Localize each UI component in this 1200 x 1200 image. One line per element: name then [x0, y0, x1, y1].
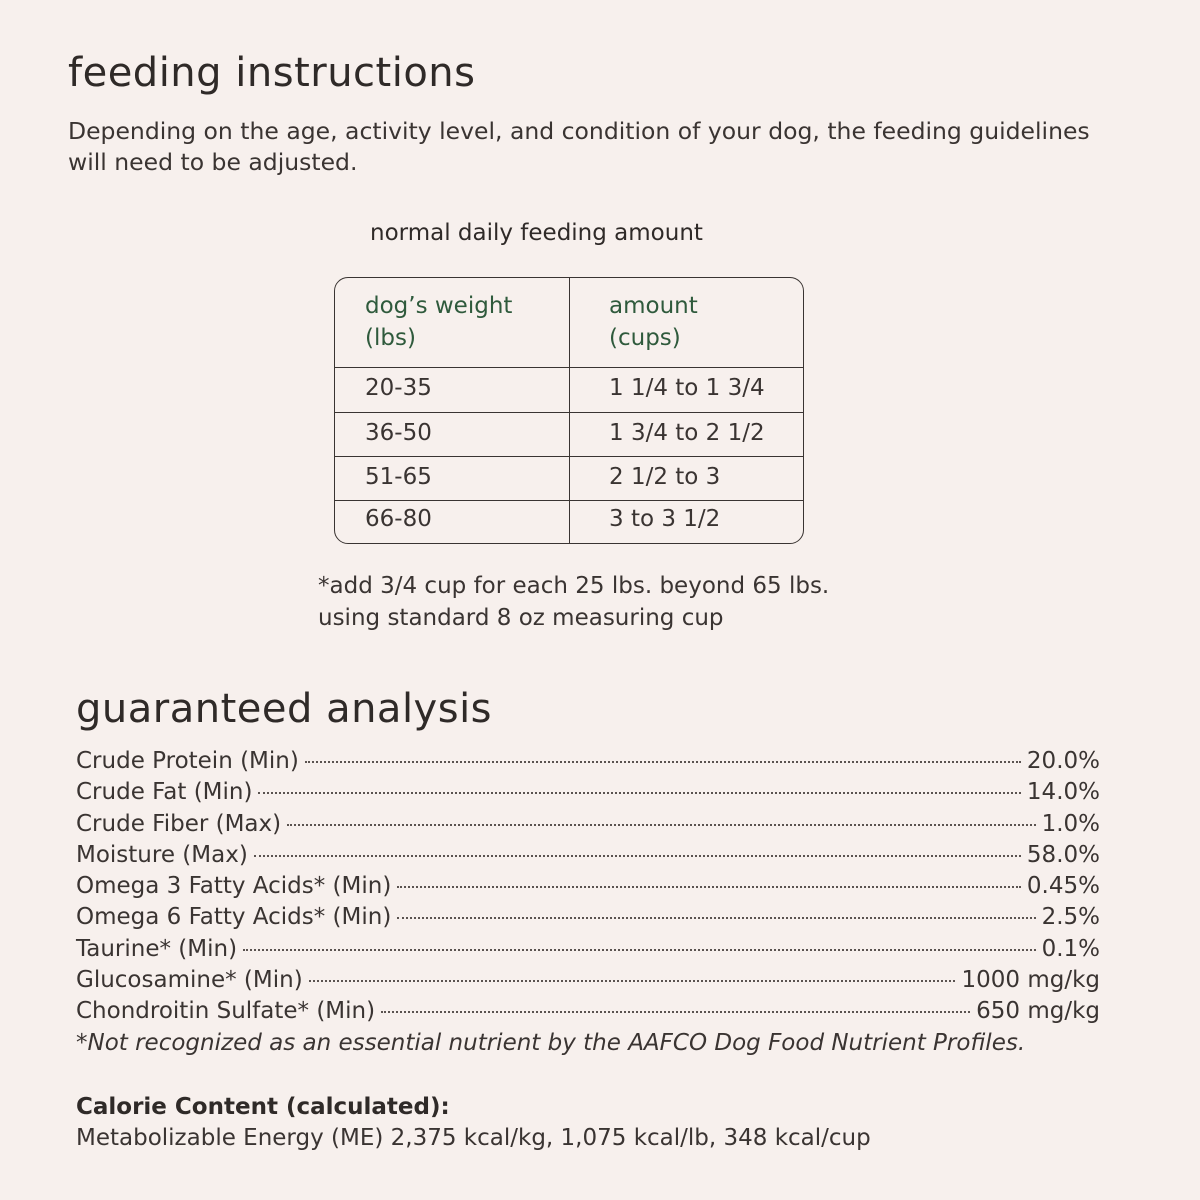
- amount-cell: 1 1/4 to 1 3/4: [609, 375, 765, 401]
- feeding-note-line: *add 3/4 cup for each 25 lbs. beyond 65 lbs.: [318, 573, 830, 599]
- analysis-value: 58.0%: [1026, 841, 1100, 868]
- analysis-label: Crude Fat (Min): [76, 779, 253, 806]
- feeding-table: [334, 277, 804, 544]
- amount-cell: 2 1/2 to 3: [609, 464, 721, 490]
- analysis-value: 20.0%: [1026, 748, 1100, 774]
- weight-cell: 36-50: [365, 420, 432, 446]
- weight-cell: 20-35: [365, 375, 432, 401]
- analysis-value: 0.1%: [1041, 935, 1100, 962]
- amount-cell: 1 3/4 to 2 1/2: [609, 420, 765, 446]
- weight-cell: 51-65: [365, 464, 432, 490]
- calorie-content-title: Calorie Content (calculated):: [76, 1094, 450, 1120]
- feeding-note: [318, 570, 829, 634]
- analysis-value: 1000 mg/kg: [961, 967, 1100, 994]
- dot-leader: [397, 917, 1035, 919]
- feeding-note-line: using standard 8 oz measuring cup: [318, 605, 724, 631]
- list-item: [76, 904, 1100, 935]
- analysis-value: 2.5%: [1041, 904, 1100, 931]
- dot-leader: [254, 855, 1021, 857]
- list-item: [76, 748, 1100, 779]
- list-item: [76, 779, 1100, 810]
- dot-leader: [305, 761, 1021, 763]
- list-item: [76, 936, 1100, 967]
- list-item: [76, 842, 1100, 873]
- feeding-instructions-heading: feeding instructions: [68, 50, 476, 96]
- calorie-content-value: Metabolizable Energy (ME) 2,375 kcal/kg, 1,075 kcal/lb, 348 kcal/cup: [76, 1125, 871, 1151]
- dot-leader: [309, 980, 956, 982]
- analysis-value: 650 mg/kg: [976, 998, 1100, 1025]
- analysis-value: 14.0%: [1026, 779, 1100, 806]
- analysis-label: Crude Fiber (Max): [76, 810, 282, 837]
- header-amount: amount (cups): [609, 293, 698, 351]
- dot-leader: [381, 1011, 970, 1013]
- analysis-label: Moisture (Max): [76, 841, 248, 868]
- weight-cell: 66-80: [365, 506, 432, 532]
- analysis-label: Omega 3 Fatty Acids* (Min): [76, 873, 392, 900]
- amount-cell: 3 to 3 1/2: [609, 506, 721, 532]
- analysis-label: Chondroitin Sulfate* (Min): [76, 998, 376, 1025]
- analysis-list: [76, 748, 1100, 1030]
- dot-leader: [258, 792, 1020, 794]
- feeding-table-title: normal daily feeding amount: [370, 220, 703, 246]
- analysis-label: Taurine* (Min): [76, 935, 238, 962]
- list-item: [76, 873, 1100, 904]
- guaranteed-analysis-heading: guaranteed analysis: [76, 686, 493, 732]
- analysis-value: 1.0%: [1041, 810, 1100, 837]
- analysis-label: Glucosamine* (Min): [76, 967, 303, 994]
- dot-leader: [397, 886, 1021, 888]
- feeding-intro-text: Depending on the age, activity level, and condition of your dog, the feeding guidelines will need to be adjusted.: [68, 117, 1090, 176]
- analysis-value: 0.45%: [1026, 873, 1100, 900]
- analysis-label: Omega 6 Fatty Acids* (Min): [76, 904, 392, 931]
- analysis-footnote: *Not recognized as an essential nutrient by the AAFCO Dog Food Nutrient Profiles.: [76, 1030, 1026, 1056]
- dot-leader: [243, 949, 1036, 951]
- header-weight: dog’s weight (lbs): [365, 293, 513, 351]
- table-column-divider: [569, 278, 570, 543]
- dot-leader: [287, 824, 1035, 826]
- list-item: [76, 811, 1100, 842]
- list-item: [76, 967, 1100, 998]
- list-item: [76, 998, 1100, 1029]
- analysis-label: Crude Protein (Min): [76, 748, 299, 774]
